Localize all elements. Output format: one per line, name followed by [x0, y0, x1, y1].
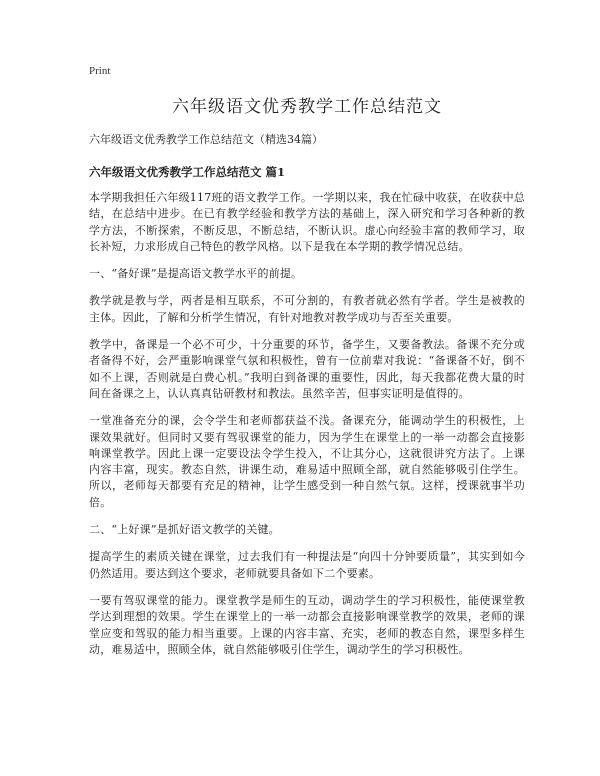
- article-body: [89, 190, 525, 658]
- page-title: 六年级语文优秀教学工作总结范文: [172, 97, 442, 117]
- body-paragraph: 教学中，备课是一个必不可少，十分重要的环节，备学生，又要备教法。备课不充分或者备得不好，会严重影响课堂气氛和积极性，曾有一位前辈对我说：“备课备不好，倒不如不上课，否则就是白费心机。”我明白到备课的重要性，因此，每天我都花费大量的时间在备课之上，认认真真钻研教材和教法。虽然辛苦，但事实证明是值得的。: [89, 338, 525, 400]
- body-paragraph: 一要有驾驭课堂的能力。课堂教学是师生的互动，调动学生的学习积极性，能使课堂教学达到理想的效果。学生在课堂上的一举一动都会直接影响课堂教学的效果，老师的课堂应变和驾驭的能力相当重要。上课的内容丰富、充实，老师的教态自然，课型多样生动，难易适中，照顾全体，就自然能够吸引住学生，调动学生的学习积极性。: [89, 593, 525, 656]
- document-page: [89, 64, 525, 669]
- subheading-teach-lessons: 二、“上好课”是抓好语文教学的关键。: [89, 523, 280, 537]
- body-paragraph: 提高学生的素质关键在课堂，过去我们有一种提法是“向四十分钟要质量”，其实到如今仍然适用。要达到这个要求，老师就要具备如下二个要素。: [89, 550, 525, 580]
- body-paragraph: 教学就是教与学，两者是相互联系，不可分割的，有教者就必然有学者。学生是被教的主体。因此，了解和分析学生情况，有针对地教对教学成功与否至关重要。: [89, 294, 525, 324]
- body-paragraph: 一堂准备充分的课，会令学生和老师都获益不浅。备课充分，能调动学生的积极性，上课效果就好。但同时又要有驾驭课堂的能力，因为学生在课堂上的一举一动都会直接影响课堂教学。因此上课一定要设法令学生投入，不让其分心，这就很讲究方法了。上课内容丰富，现实。教态自然，讲课生动，难易适中照顾全部，就自然能够吸引住学生。所以，老师每天都要有充足的精神，让学生感受到一种自然气氛。这样，授课就事半功倍。: [89, 414, 525, 509]
- document-subtitle: 六年级语文优秀教学工作总结范文（精选34篇）: [89, 133, 323, 146]
- section-heading: 六年级语文优秀教学工作总结范文 篇1: [89, 165, 286, 179]
- print-link[interactable]: Print: [89, 65, 111, 77]
- intro-paragraph: 本学期我担任六年级117班的语文教学工作。一学期以来，我在忙碌中收获，在收获中总结，在总结中进步。在已有教学经验和教学方法的基础上，深入研究和学习各种新的教学方法，不断探索，不断反思，不断总结，不断认识。虚心向经验丰富的教师学习，取长补短，力求形成自己特色的教学风格。以下是我在本学期的教学情况总结。: [89, 191, 525, 253]
- subheading-prepare-lessons: 一、“备好课”是提高语文教学水平的前提。: [89, 267, 303, 281]
